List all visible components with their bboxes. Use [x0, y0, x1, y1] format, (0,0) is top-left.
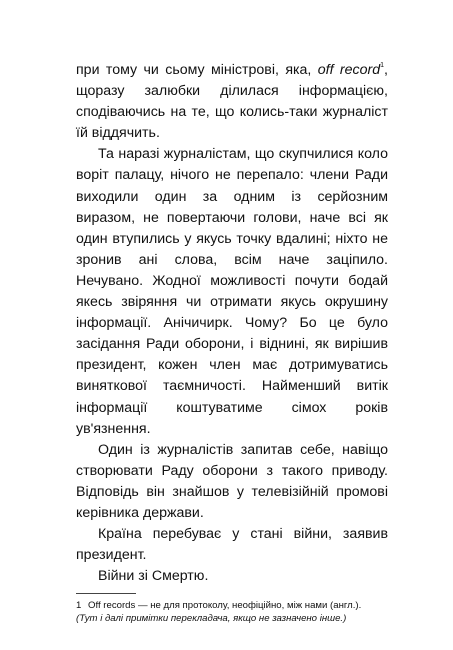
paragraph-1-text-after: , щоразу залюбки ділилася інформацією, сподіваючись на те, що колись-таки журналіст їй віддячить.	[76, 62, 388, 142]
paragraph-1-text-before: при тому чи сьому міністрові, яка,	[76, 62, 318, 78]
footnote-term: Off records	[88, 600, 136, 612]
footnote	[76, 599, 388, 625]
italic-term-off-record: off record	[317, 62, 381, 78]
footnote-reference[interactable]: 1	[380, 62, 385, 70]
footnote-translator-note: (Тут і далі примітки перекладача, якщо не зазначено інше.)	[76, 613, 347, 625]
paragraph-4: Країна перебуває у стані війни, заявив президент.	[76, 526, 388, 564]
footnote-divider	[76, 593, 136, 594]
paragraph-2: Та наразі журналістам, що скупчилися коло воріт палацу, нічого не перепало: члени Ради виходили один за одним із серйозним виразом, не повертаючи голови, наче всі як один втупились у якусь точку вдалині; ніхто не зронив ані слова, всім наче заціпило. Нечувано. Жодної можливості почути бодай якесь звіряння чи отримати якусь окрушину інформації. Анічичирк. Чому? Бо це було засідання Ради оборони, і віднині, як вирішив президент, кожен член має дотримуватись виняткової таємничості. Найменший витік інформації коштуватиме сімох років ув'язнення.	[76, 146, 388, 437]
paragraph-3: Один із журналістів запитав себе, навіщо створювати Раду оборони з такого приводу. Відповідь він знайшов у телевізійній промові керівника держави.	[76, 441, 388, 521]
book-page	[76, 60, 388, 625]
paragraph-1	[76, 60, 388, 144]
footnote-number: 1	[76, 600, 82, 612]
body-text	[76, 60, 388, 587]
footnote-text: — не для протоколу, неофіційно, між нами (англ.).	[135, 600, 362, 612]
paragraph-5: Війни зі Смертю.	[98, 568, 209, 585]
